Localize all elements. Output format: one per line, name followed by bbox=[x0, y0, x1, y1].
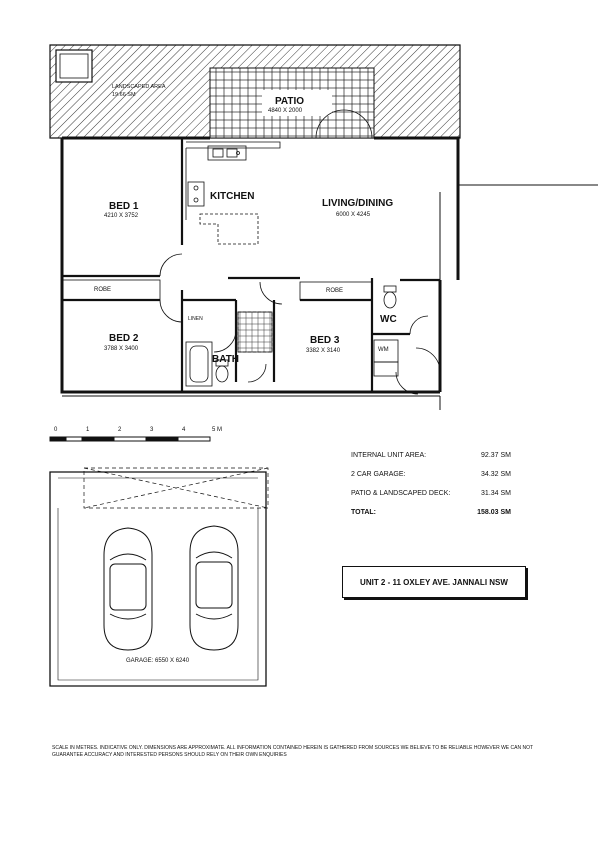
bath-label: BATH bbox=[212, 354, 240, 365]
area-row-total bbox=[351, 509, 511, 528]
address-text: UNIT 2 - 11 OXLEY AVE. JANNALI NSW bbox=[360, 577, 508, 587]
car-left bbox=[104, 528, 152, 650]
robe-bed3-label: ROBE bbox=[326, 288, 344, 294]
area-row bbox=[351, 490, 511, 509]
area-value: 92.37 SM bbox=[481, 452, 511, 459]
unit-walls bbox=[62, 138, 458, 392]
bed1-size: 4210 X 3752 bbox=[104, 213, 139, 219]
linen-label: LINEN bbox=[188, 316, 203, 322]
garage-label-text: GARAGE: bbox=[126, 658, 154, 664]
patio-size: 4840 X 2000 bbox=[268, 108, 303, 114]
bed1-label: BED 1 bbox=[109, 201, 139, 212]
landscaped-area-size: 19.66 SM bbox=[112, 92, 136, 98]
wc-label: WC bbox=[380, 314, 397, 325]
wm-label: WM bbox=[378, 347, 389, 353]
bed3-label: BED 3 bbox=[310, 335, 340, 346]
area-row bbox=[351, 452, 511, 471]
scale-bar bbox=[50, 437, 210, 441]
car-right bbox=[190, 526, 238, 650]
area-value: 31.34 SM bbox=[481, 490, 511, 497]
scale-tick-3: 3 bbox=[150, 427, 154, 433]
landscaped-area-label: LANDSCAPED AREA bbox=[112, 84, 166, 90]
garage bbox=[50, 468, 268, 686]
scale-tick-4: 4 bbox=[182, 427, 186, 433]
patio-label: PATIO bbox=[275, 96, 305, 107]
area-label: INTERNAL UNIT AREA: bbox=[351, 452, 427, 459]
address-box bbox=[342, 566, 526, 598]
area-label: PATIO & LANDSCAPED DECK: bbox=[351, 490, 451, 497]
scale-tick-1: 1 bbox=[86, 427, 90, 433]
area-schedule bbox=[351, 452, 511, 528]
bed2-size: 3788 X 3400 bbox=[104, 346, 139, 352]
area-label: 2 CAR GARAGE: bbox=[351, 471, 406, 478]
garage-size: 6550 X 6240 bbox=[155, 658, 190, 664]
wc-fixtures bbox=[374, 286, 398, 376]
scale-tick-5: 5 M bbox=[212, 427, 223, 433]
area-label: TOTAL: bbox=[351, 509, 377, 516]
bed3-size: 3382 X 3140 bbox=[306, 348, 341, 354]
bathroom-fixtures bbox=[186, 312, 272, 386]
internal-walls bbox=[62, 138, 440, 392]
robe-bed2-label: ROBE bbox=[94, 287, 112, 293]
area-value: 158.03 SM bbox=[477, 509, 511, 516]
living-dining-label: LIVING/DINING bbox=[322, 198, 394, 209]
scale-tick-0: 0 bbox=[54, 427, 58, 433]
disclaimer-text: SCALE IN METRES. INDICATIVE ONLY. DIMENSIONS ARE APPROXIMATE. ALL INFORMATION CONTAINED HEREIN IS GATHERED FROM SOURCES WE BELIEVE TO BE RELIABLE HOWEVER WE CAN NOT GUARANTEE ACCURACY AND INTERESTED PERSONS SHOULD RELY ON THEIR OWN ENQUIRIES bbox=[52, 745, 533, 758]
garage-label bbox=[126, 658, 189, 664]
area-row bbox=[351, 471, 511, 490]
scale-tick-2: 2 bbox=[118, 427, 122, 433]
living-dining-size: 6000 X 4245 bbox=[336, 212, 371, 218]
kitchen-label: KITCHEN bbox=[210, 191, 255, 202]
area-value: 34.32 SM bbox=[481, 471, 511, 478]
bed2-label: BED 2 bbox=[109, 333, 139, 344]
